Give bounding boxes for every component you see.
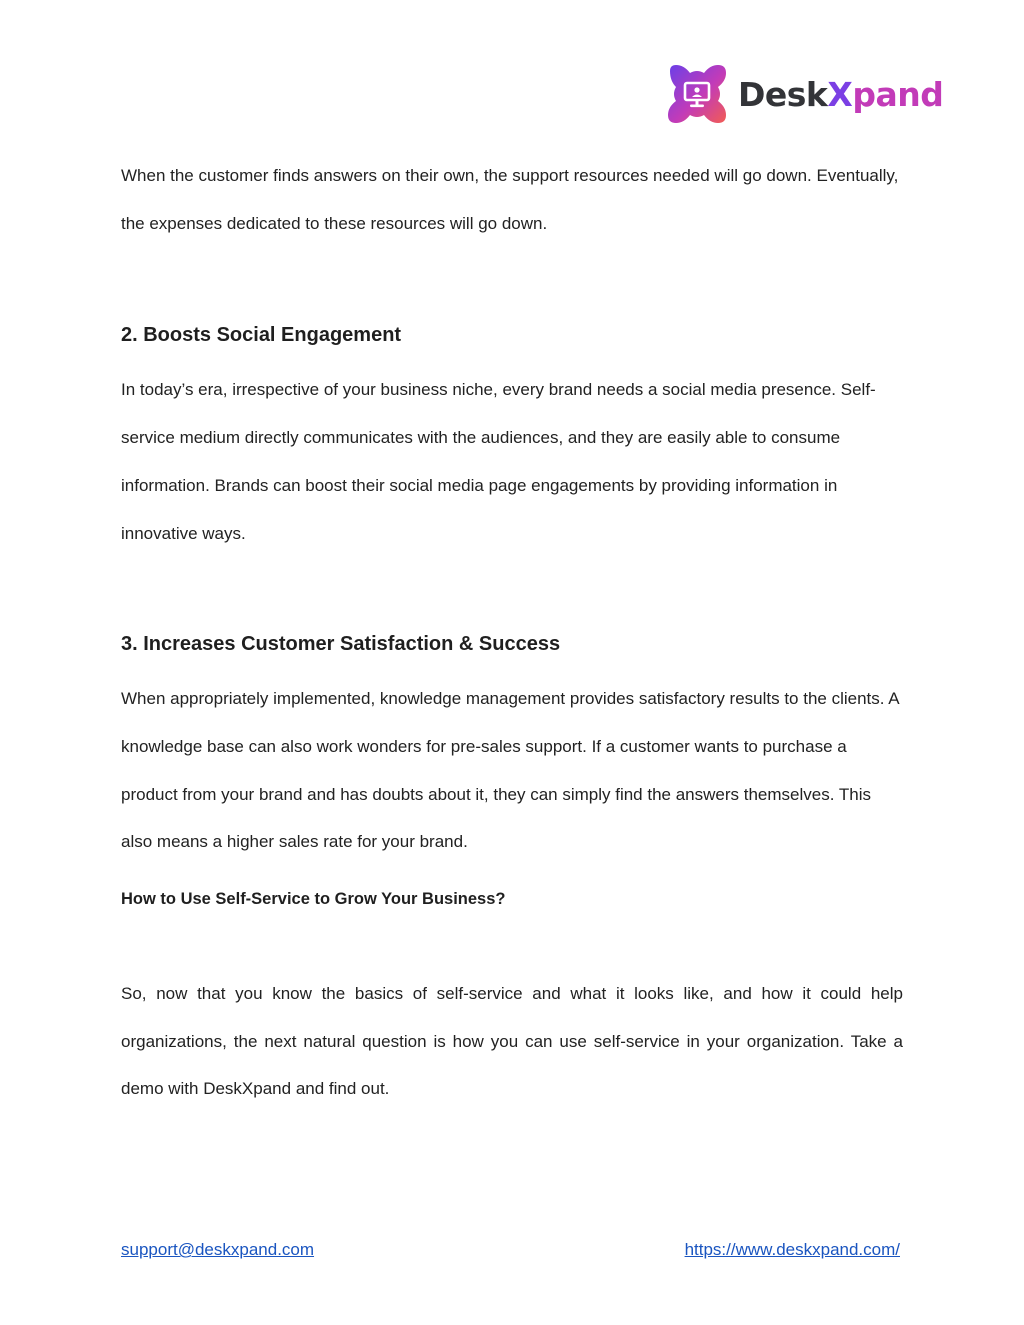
deskxpand-logo xyxy=(664,60,944,128)
document-body xyxy=(121,152,903,1113)
logo-wordmark xyxy=(738,74,944,114)
logo-word-pand: pand xyxy=(852,74,944,114)
section-heading-social-engagement: 2. Boosts Social Engagement xyxy=(121,324,402,347)
logo-word-desk: Desk xyxy=(738,74,828,114)
section-heading-customer-satisfaction: 3. Increases Customer Satisfaction & Success xyxy=(121,633,561,656)
support-email-link[interactable]: support@deskxpand.com xyxy=(121,1240,315,1259)
grow-business-paragraph: So, now that you know the basics of self-service and what it looks like, and how it could help organizations, the next natural question is how you can use self-service in your organization. Take a demo with DeskXpand and find out. xyxy=(121,984,903,1099)
logo-word-x: X xyxy=(827,74,853,114)
website-link[interactable]: https://www.deskxpand.com/ xyxy=(684,1240,900,1259)
monitor-icon xyxy=(664,61,730,127)
social-engagement-paragraph: In today’s era, irrespective of your business niche, every brand needs a social media presence. Self-service medium directly communicates with the audiences, and they are easily able to consume information. Brands can boost their social media page engagements by providing information in innovative ways. xyxy=(121,380,876,543)
page-footer xyxy=(121,1237,900,1263)
section-heading-grow-business: How to Use Self-Service to Grow Your Business? xyxy=(121,890,506,909)
customer-satisfaction-paragraph: When appropriately implemented, knowledge management provides satisfactory results to the clients. A knowledge base can also work wonders for pre-sales support. If a customer wants to purchase a product from your brand and has doubts about it, they can simply find the answers themselves. This also means a higher sales rate for your brand. xyxy=(121,689,899,852)
intro-paragraph: When the customer finds answers on their own, the support resources needed will go down. Eventually, the expenses dedicated to these resources will go down. xyxy=(121,166,899,233)
